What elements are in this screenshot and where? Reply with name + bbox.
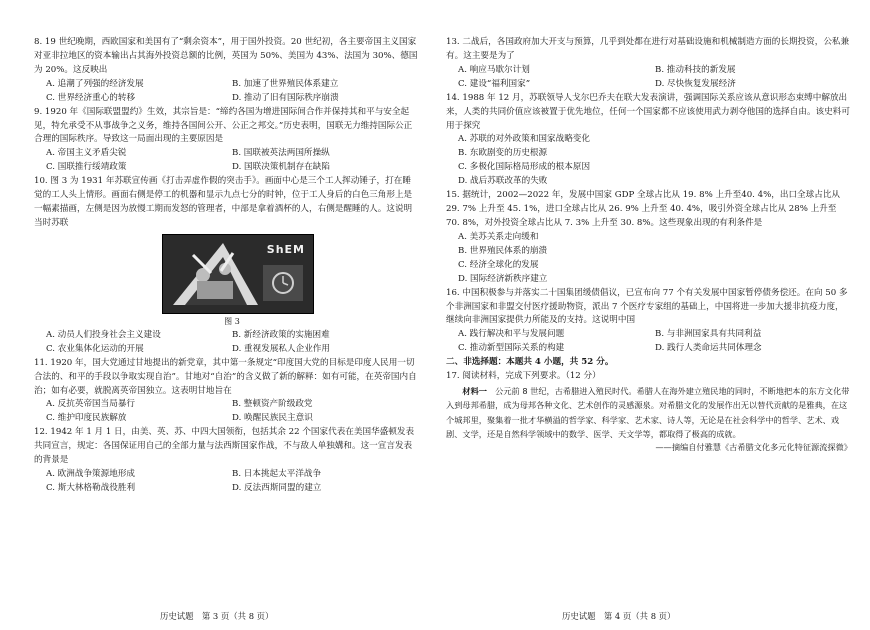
poster-title: ShEM (266, 242, 305, 256)
option-a: A. 帝国主义矛盾尖锐 (46, 148, 127, 159)
question-16 (446, 287, 852, 357)
page-right (432, 0, 870, 630)
option-b: B. 整顿资产阶级政党 (232, 399, 313, 410)
option-d: D. 国联决策机制存在缺陷 (232, 162, 330, 173)
option-b: B. 与非洲国家具有共同利益 (655, 329, 762, 340)
question-stem: 11. 1920 年，国大党通过甘地提出的新党章，其中第一条规定“印度国大党的目标是印度人民用一切合法的、和平的手段以争取实现自治”。甘地对“自治”的含义做了新的解释：如有可能，在英帝国内自治；如有必要，就脱离英帝国独立。这表明甘地旨在 (34, 357, 417, 396)
question-8 (34, 36, 418, 106)
option-d: D. 反法西斯同盟的建立 (232, 483, 322, 493)
figure-caption: 图 3 (224, 316, 240, 326)
option-a: A. 欧洲战争策源地形成 (46, 469, 136, 480)
question-stem: 13. 二战后，各国政府加大开支与预算，几乎到处都在进行对基础设施和机械制造方面的长期投资，公私兼有。这主要是为了 (446, 37, 850, 61)
options (46, 398, 418, 426)
question-11 (34, 357, 418, 427)
options (46, 147, 418, 175)
option-d: D. 推动了旧有国际秩序崩溃 (232, 92, 339, 103)
option-d: D. 唤醒民族民主意识 (232, 413, 313, 424)
options (46, 78, 418, 106)
question-9 (34, 106, 418, 176)
option-c: C. 维护印度民族解放 (46, 413, 127, 424)
option-d: D. 战后苏联改革的失败 (458, 176, 548, 187)
options (458, 64, 852, 92)
page-left (0, 0, 432, 630)
material-text: 公元前 8 世纪，古希腊进入殖民时代。希腊人在海外建立殖民地的同时，不断地把本的东方文化带入到母邦希腊，成为母邦各种文化、艺术创作的灵感源泉。对希腊文化的发展作出无以替代贡献的是雅典，在这个城邦里，聚集着一批才华横溢的哲学家、科学家、艺术家、诗人等，无论是在社会科学中的哲学、艺术、戏剧、文学，还是自然科学领域中的数学、医学、天文学等，都取得了极高的成就。 (446, 386, 850, 440)
options (458, 231, 852, 287)
option-a: A. 美苏关系走向缓和 (458, 231, 539, 242)
option-d: D. 践行人类命运共同体理念 (655, 343, 762, 354)
option-a: A. 践行解决和平与发展问题 (458, 329, 565, 340)
option-d: D. 国际经济新秩序建立 (458, 273, 548, 284)
question-10 (34, 175, 418, 356)
option-b: B. 推动科技的新发展 (655, 64, 736, 75)
option-b: B. 国联被英法两国所操纵 (232, 148, 330, 159)
question-stem: 14. 1988 年 12 月，苏联领导人戈尔巴乔夫在联大发表演讲，强调国际关系应该从意识形态束缚中解放出来，人类的共同价值应该被置于优先地位，任何一个国家都不应该使用武力剥夺他国的选择自由。该史料可用于探究 (446, 92, 850, 131)
question-stem: 12. 1942 年 1 月 1 日，由美、英、苏、中四大国领衔，包括其余 22 个国家代表在美国华盛顿发表共同宣言，规定：各国保证用自己的全部力量与法西斯国家作战，不与敌人单独媾和。这一宣言发表的背景是 (34, 427, 415, 466)
section-heading: 二、非选择题：本题共 4 小题，共 52 分。 (446, 357, 614, 368)
option-a: A. 响应马歇尔计划 (458, 64, 530, 75)
option-d: D. 重视发展私人企业作用 (232, 343, 330, 354)
material-passage (446, 384, 852, 441)
option-c: C. 世界经济重心的转移 (46, 92, 136, 103)
option-a: A. 动员人们投身社会主义建设 (46, 329, 161, 340)
option-b: B. 东欧剧变的历史根源 (458, 148, 548, 159)
options (46, 468, 418, 496)
option-a: A. 反抗英帝国当局暴行 (46, 399, 136, 410)
option-c: C. 国联推行绥靖政策 (46, 162, 127, 173)
option-c: C. 斯大林格勒战役胜利 (46, 483, 136, 493)
option-b: B. 日本挑起太平洋战争 (232, 469, 322, 480)
option-b: B. 加速了世界殖民体系建立 (232, 78, 339, 89)
question-13 (446, 36, 852, 92)
option-a: A. 追潮了列强的经济发展 (46, 78, 144, 89)
question-14 (446, 92, 852, 189)
options (458, 133, 852, 189)
question-stem: 10. 图 3 为 1931 年苏联宣传画《打击弄虚作假的突击手》。画面中心是三个工人挥动锤子，打在睡觉的工人头上情形。画面右侧是停工的机器和显示九点七分的时钟，位于工人身后的白色三角形上是一幅素描画，左侧是因为放慢工期而发怒的管理者，中部是拿着酒杯的人，右侧是醒睡的人。这说明当时苏联 (34, 176, 413, 228)
option-b: B. 新经济政策的实施困难 (232, 329, 330, 340)
question-12 (34, 426, 418, 496)
option-c: C. 多极化国际格局形成的根本原因 (458, 162, 591, 173)
option-a: A. 苏联的对外政策和国家战略变化 (458, 134, 590, 145)
options (458, 328, 852, 356)
question-stem: 16. 中国积极参与并落实二十国集团缓债倡议，已宣布向 77 个有关发展中国家暂停债务偿还。在向 50 多个非洲国家和非盟交付医疗援助物资，派出 7 个医疗专家组的基础上，中国将进一步加大援非抗疫力度，继续向非洲国家提供力所能及的支持。这说明中国 (446, 287, 848, 326)
question-stem: 8. 19 世纪晚期，西欧国家和美国有了“剩余资本”，用于国外投资。20 世纪初，各主要帝国主义国家对亚非拉地区的资本输出占其海外投资总额的比例，英国为 50%、美国为 43%、法国为 30%、德国为 20%。这反映出 (34, 37, 418, 75)
page-footer: 历史试题 第 3 页（共 8 页） (160, 611, 274, 622)
option-b: B. 世界殖民体系的崩溃 (458, 245, 548, 256)
question-stem: 9. 1920 年《国际联盟盟约》生效，其宗旨是：“缔约各国为增进国际间合作并保持其和平与安全起见，特允承受不从事战争之义务，维持各国间公开、公正之邦交。”历史表明，国联无力维持国际公正合理的国际秩序。导致这一局面出现的主要原因是 (34, 106, 413, 145)
page-footer: 历史试题 第 4 页（共 8 页） (562, 611, 676, 622)
question-17 (446, 370, 852, 455)
options (46, 329, 418, 357)
material-source: ——摘编自付雅慧《古希腊文化多元化特征源流探微》 (655, 442, 852, 453)
material-label: 材料一 (462, 386, 487, 397)
option-d: D. 尽快恢复发展经济 (655, 78, 736, 89)
option-c: C. 推动新型国际关系的构建 (458, 343, 565, 354)
question-stem: 17. 阅读材料，完成下列要求。（12 分） (446, 371, 601, 382)
soviet-poster-image (162, 234, 314, 314)
option-c: C. 经济全球化的发展 (458, 259, 539, 270)
option-c: C. 建设“福利国家” (458, 78, 531, 89)
question-15 (446, 189, 852, 286)
question-stem: 15. 据统计，2002—2022 年，发展中国家 GDP 全球占比从 19. 8% 上升至40. 4%，出口全球占比从 29. 7% 上升至 45. 1%，进口全球占比从 26. 9% 上升至 40. 4%，吸引外资全球占比从 28% 上升至 70. 8%，对外投资全球占比从 7. 3% 上升至 30. 8%。这些现象出现的有利条件是 (446, 190, 841, 228)
option-c: C. 农业集体化运动的开展 (46, 343, 144, 354)
